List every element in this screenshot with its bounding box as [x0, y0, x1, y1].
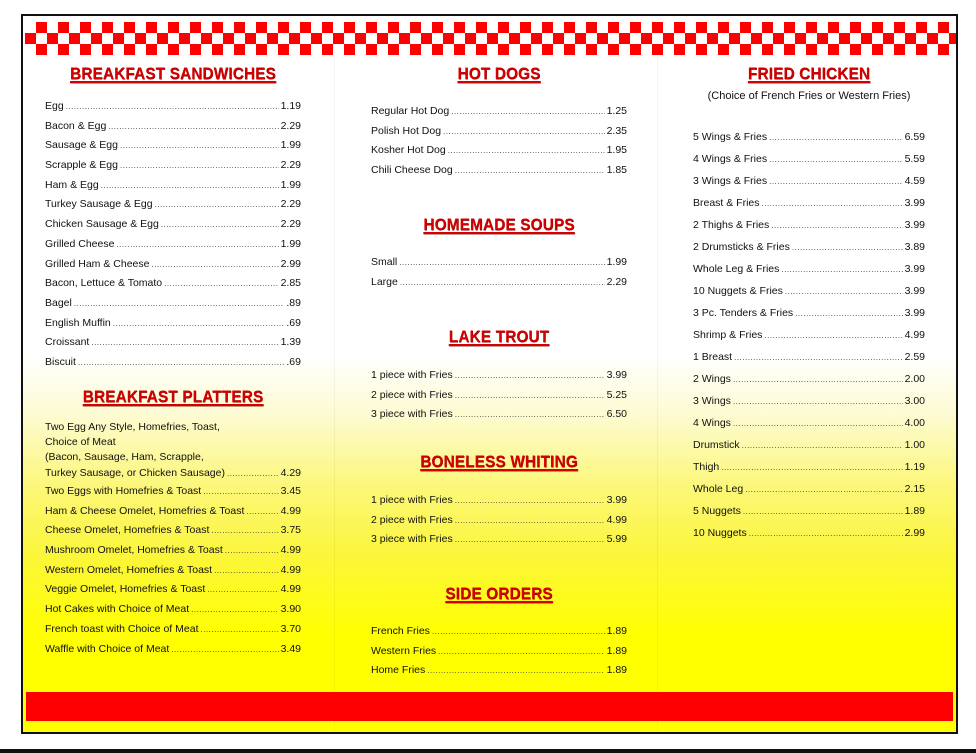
item-price: 1.99: [280, 178, 301, 191]
menu-item: [45, 255, 301, 275]
menu-item: [45, 620, 301, 640]
menu-sheet: [21, 14, 958, 734]
menu-item: [45, 97, 301, 117]
item-price: 1.19: [280, 100, 301, 112]
dot-leader: [120, 136, 279, 156]
item-name: 3 piece with Fries: [371, 408, 453, 421]
item-name: Drumstick: [693, 439, 740, 451]
platter-combo-item: [45, 420, 301, 481]
checkerboard-banner: [25, 22, 956, 55]
item-price: 4.99: [280, 544, 301, 557]
dot-leader: [769, 171, 902, 193]
dot-leader: [120, 156, 279, 176]
item-name: 5 Nuggets: [693, 505, 741, 517]
menu-item: [371, 386, 627, 406]
item-name: Biscuit: [45, 355, 76, 368]
item-price: 1.89: [904, 505, 925, 517]
item-name: French toast with Choice of Meat: [45, 622, 199, 635]
item-price: 2.99: [904, 527, 925, 539]
dot-leader: [207, 580, 278, 600]
item-price: 3.99: [904, 197, 925, 209]
dot-leader: [438, 642, 604, 662]
menu-item: [45, 640, 301, 660]
section-boneless-whiting: [371, 452, 627, 550]
menu-item: [45, 353, 301, 373]
dot-leader: [113, 314, 285, 334]
menu-item: [45, 136, 301, 156]
item-price: 3.99: [606, 369, 627, 381]
item-price: 4.99: [606, 513, 627, 526]
item-price: 4.99: [280, 563, 301, 576]
item-list: [45, 482, 301, 659]
item-name: Turkey Sausage & Egg: [45, 198, 153, 211]
dot-leader: [764, 325, 902, 347]
dot-leader: [214, 561, 278, 581]
item-list: [45, 97, 301, 373]
item-name: 4 Wings: [693, 417, 731, 429]
menu-item: [693, 412, 925, 434]
item-price: 1.25: [606, 105, 627, 117]
item-name: English Muffin: [45, 316, 111, 329]
dot-leader: [78, 353, 284, 373]
dot-leader: [455, 161, 605, 181]
item-list: [371, 102, 627, 181]
section-title: HOT DOGS: [457, 64, 541, 83]
menu-item: [45, 561, 301, 581]
menu-item: [693, 500, 925, 522]
item-name: 3 Wings: [693, 395, 731, 407]
menu-item: [45, 117, 301, 137]
item-name: Shrimp & Fries: [693, 329, 763, 341]
item-name: Whole Leg & Fries: [693, 263, 780, 275]
menu-item: [371, 253, 627, 273]
item-price: 4.29: [280, 467, 301, 479]
item-name: Regular Hot Dog: [371, 105, 450, 117]
dot-leader: [455, 386, 605, 406]
dot-leader: [432, 622, 605, 642]
item-name: Chicken Sausage & Egg: [45, 218, 159, 231]
item-desc-line: Two Egg Any Style, Homefries, Toast,: [45, 421, 220, 433]
menu-item: [693, 192, 925, 214]
item-name: French Fries: [371, 625, 430, 637]
item-price: 4.99: [904, 329, 925, 341]
dot-leader: [201, 620, 279, 640]
item-price: 5.25: [606, 388, 627, 401]
section-breakfast-sandwiches: [45, 64, 301, 373]
section-title: HOMEMADE SOUPS: [423, 215, 575, 234]
item-price: 2.99: [280, 257, 301, 270]
section-side-orders: [371, 584, 627, 681]
dot-leader: [785, 281, 903, 303]
menu-item: [371, 161, 627, 181]
dot-leader: [733, 413, 903, 435]
item-name: Breast & Fries: [693, 197, 760, 209]
item-price: 6.50: [606, 408, 627, 421]
dot-leader: [191, 600, 278, 620]
item-name: Veggie Omelet, Homefries & Toast: [45, 583, 206, 596]
dot-leader: [151, 255, 278, 275]
item-name: Ham & Cheese Omelet, Homefries & Toast: [45, 504, 245, 517]
dot-leader: [792, 237, 903, 259]
item-price: 3.00: [904, 395, 925, 407]
item-name: 2 Drumsticks & Fries: [693, 241, 790, 253]
menu-item: [693, 456, 925, 478]
menu-item: [693, 280, 925, 302]
item-name: Polish Hot Dog: [371, 124, 442, 137]
item-price: 1.19: [904, 461, 925, 473]
item-price: 1.89: [606, 644, 627, 657]
item-price: 3.99: [606, 494, 627, 506]
menu-item: [45, 314, 301, 334]
item-price: 3.99: [904, 285, 925, 297]
menu-item: [45, 521, 301, 541]
item-price: 3.49: [280, 642, 301, 655]
fold-line: [334, 56, 335, 732]
menu-item: [371, 511, 627, 531]
item-name: Mushroom Omelet, Homefries & Toast: [45, 544, 223, 557]
item-name: Hot Cakes with Choice of Meat: [45, 603, 190, 616]
item-name: Kosher Hot Dog: [371, 144, 446, 157]
dot-leader: [455, 511, 605, 531]
menu-item: [45, 482, 301, 502]
dot-leader: [116, 235, 278, 255]
menu-item: [45, 195, 301, 215]
menu-item: [371, 661, 627, 681]
dot-leader: [448, 141, 605, 161]
dot-leader: [211, 521, 278, 541]
item-name: 2 Thighs & Fries: [693, 219, 770, 231]
dot-leader: [399, 253, 604, 273]
item-price: 1.39: [280, 336, 301, 349]
menu-item: [371, 530, 627, 550]
menu-item: [693, 236, 925, 258]
item-name: Western Fries: [371, 644, 437, 657]
item-price: 6.59: [904, 131, 925, 143]
menu-item: [693, 324, 925, 346]
dot-leader: [155, 195, 279, 215]
dot-leader: [742, 435, 903, 457]
section-subtitle: (Choice of French Fries or Western Fries): [707, 90, 911, 102]
item-name: Sausage & Egg: [45, 139, 118, 152]
dot-leader: [781, 259, 902, 281]
menu-item: [693, 478, 925, 500]
bottom-red-bar: [26, 692, 953, 721]
dot-leader: [164, 274, 278, 294]
item-name: 5 Wings & Fries: [693, 131, 768, 143]
section-title: FRIED CHICKEN: [747, 64, 871, 83]
item-price: 1.00: [904, 439, 925, 451]
item-name: Scrapple & Egg: [45, 159, 118, 172]
item-name: Bacon & Egg: [45, 119, 107, 132]
dot-leader: [451, 102, 604, 122]
menu-item: [371, 122, 627, 142]
dot-leader: [762, 193, 903, 215]
dot-leader: [74, 294, 285, 314]
item-name: Waffle with Choice of Meat: [45, 642, 170, 655]
menu-item: [693, 148, 925, 170]
dot-leader: [225, 541, 279, 561]
item-price: 3.70: [280, 622, 301, 635]
item-price: 2.00: [904, 373, 925, 385]
dot-leader: [721, 457, 902, 479]
item-name: 3 Wings & Fries: [693, 175, 768, 187]
item-name: Ham & Egg: [45, 178, 99, 191]
dot-leader: [745, 479, 902, 501]
item-desc-line: (Bacon, Sausage, Ham, Scrapple,: [45, 451, 204, 463]
menu-item: [693, 390, 925, 412]
item-name: 2 Wings: [693, 373, 731, 385]
menu-item: [693, 126, 925, 148]
item-price: 2.15: [904, 483, 925, 495]
dot-leader: [161, 215, 279, 235]
item-price: 5.59: [904, 153, 925, 165]
menu-item: [693, 346, 925, 368]
menu-item: [45, 541, 301, 561]
item-price: 1.99: [280, 139, 301, 152]
dot-leader: [749, 523, 903, 545]
fold-line: [657, 56, 658, 732]
item-price: 4.00: [904, 417, 925, 429]
item-price: 2.29: [280, 119, 301, 132]
menu-item: [371, 102, 627, 122]
dot-leader: [108, 117, 278, 137]
dot-leader: [733, 369, 903, 391]
item-price: .89: [286, 296, 301, 309]
dot-leader: [455, 530, 605, 550]
item-name: 4 Wings & Fries: [693, 153, 768, 165]
menu-item: [371, 273, 627, 293]
item-price: 3.99: [904, 219, 925, 231]
section-title: BONELESS WHITING: [420, 452, 578, 471]
menu-item: [45, 294, 301, 314]
item-price: 2.29: [280, 198, 301, 211]
item-price: 2.29: [606, 275, 627, 288]
item-price: 4.59: [904, 175, 925, 187]
item-name: Croissant: [45, 336, 90, 349]
item-name: Cheese Omelet, Homefries & Toast: [45, 524, 210, 537]
item-price: 2.85: [280, 277, 301, 290]
dot-leader: [455, 366, 605, 386]
item-price: 2.59: [904, 351, 925, 363]
dot-leader: [101, 176, 279, 196]
menu-item: [371, 405, 627, 425]
menu-item: [45, 600, 301, 620]
item-name: Bacon, Lettuce & Tomato: [45, 277, 163, 290]
menu-item: [693, 170, 925, 192]
item-list: [371, 253, 627, 292]
dot-leader: [246, 502, 278, 522]
item-name: Home Fries: [371, 664, 426, 677]
item-name: Small: [371, 256, 398, 268]
section-title: BREAKFAST PLATTERS: [82, 387, 264, 406]
menu-item: [371, 642, 627, 662]
dot-leader: [427, 661, 604, 681]
menu-item: [693, 522, 925, 544]
item-price: 3.45: [280, 485, 301, 497]
menu-item: [45, 580, 301, 600]
menu-item: [371, 622, 627, 642]
section-breakfast-platters: [45, 387, 301, 659]
menu-item: [693, 302, 925, 324]
menu-item: [693, 434, 925, 456]
section-title: SIDE ORDERS: [445, 584, 553, 603]
menu-item: [45, 156, 301, 176]
item-name: 10 Nuggets: [693, 527, 747, 539]
menu-item: [371, 141, 627, 161]
dot-leader: [795, 303, 902, 325]
menu-item: [45, 274, 301, 294]
item-name: 1 piece with Fries: [371, 369, 453, 381]
dot-leader: [203, 482, 278, 502]
dot-leader: [171, 640, 278, 660]
item-name: 1 piece with Fries: [371, 494, 453, 506]
item-price: 3.99: [904, 307, 925, 319]
item-name: Western Omelet, Homefries & Toast: [45, 563, 213, 576]
item-name: Grilled Cheese: [45, 237, 115, 250]
menu-item: [45, 215, 301, 235]
item-name: Whole Leg: [693, 483, 744, 495]
menu-item: [45, 176, 301, 196]
item-list: [371, 491, 627, 550]
item-price: 1.99: [606, 256, 627, 268]
dot-leader: [743, 501, 903, 523]
item-name: Turkey Sausage, or Chicken Sausage): [45, 467, 225, 479]
item-price: 2.29: [280, 218, 301, 231]
dot-leader: [771, 215, 902, 237]
item-name: 3 piece with Fries: [371, 533, 453, 546]
item-name: Chili Cheese Dog: [371, 164, 453, 177]
item-price: 5.99: [606, 533, 627, 546]
section-homemade-soups: [371, 215, 627, 292]
dot-leader: [443, 122, 605, 142]
item-price: 4.99: [280, 504, 301, 517]
menu-item: [371, 366, 627, 386]
item-name: 10 Nuggets & Fries: [693, 285, 783, 297]
menu-item: [371, 491, 627, 511]
section-fried-chicken: [693, 64, 925, 544]
dot-leader: [91, 333, 278, 353]
dot-leader: [769, 149, 902, 171]
item-price: 2.29: [280, 159, 301, 172]
item-list: [371, 622, 627, 681]
item-price: .69: [286, 316, 301, 329]
dot-leader: [455, 491, 605, 511]
menu-item: [693, 258, 925, 280]
item-name: 2 piece with Fries: [371, 513, 453, 526]
menu-item: [45, 333, 301, 353]
dot-leader: [227, 466, 279, 482]
section-title: LAKE TROUT: [448, 327, 550, 346]
dot-leader: [455, 405, 605, 425]
item-price: 1.95: [606, 144, 627, 157]
item-name: 2 piece with Fries: [371, 388, 453, 401]
item-name: Grilled Ham & Cheese: [45, 257, 150, 270]
item-price: 1.85: [606, 164, 627, 177]
item-name: 1 Breast: [693, 351, 733, 363]
item-price: 1.89: [606, 625, 627, 637]
item-price: 1.89: [606, 664, 627, 677]
item-name: Two Eggs with Homefries & Toast: [45, 485, 202, 497]
dot-leader: [769, 127, 902, 149]
item-name: Large: [371, 275, 398, 288]
item-name: Thigh: [693, 461, 720, 473]
item-name: 3 Pc. Tenders & Fries: [693, 307, 794, 319]
item-price: 3.89: [904, 241, 925, 253]
menu-item: [45, 465, 301, 481]
dot-leader: [66, 97, 279, 117]
menu-item: [45, 502, 301, 522]
item-list: [693, 126, 925, 544]
dot-leader: [733, 391, 903, 413]
item-price: 2.35: [606, 124, 627, 137]
item-price: 3.90: [280, 603, 301, 616]
item-price: 3.75: [280, 524, 301, 537]
item-desc-line: Choice of Meat: [45, 436, 116, 448]
dot-leader: [400, 273, 605, 293]
section-title: BREAKFAST SANDWICHES: [70, 64, 276, 83]
section-lake-trout: [371, 327, 627, 425]
item-name: Bagel: [45, 296, 72, 309]
menu-item: [693, 368, 925, 390]
item-price: 4.99: [280, 583, 301, 596]
item-name: Egg: [45, 100, 64, 112]
section-hot-dogs: [371, 64, 627, 181]
dot-leader: [734, 347, 902, 369]
item-price: 1.99: [280, 237, 301, 250]
menu-item: [45, 235, 301, 255]
bottom-edge-line: [0, 749, 976, 753]
item-price: 3.99: [904, 263, 925, 275]
item-price: .69: [286, 355, 301, 368]
menu-item: [693, 214, 925, 236]
item-list: [371, 366, 627, 425]
